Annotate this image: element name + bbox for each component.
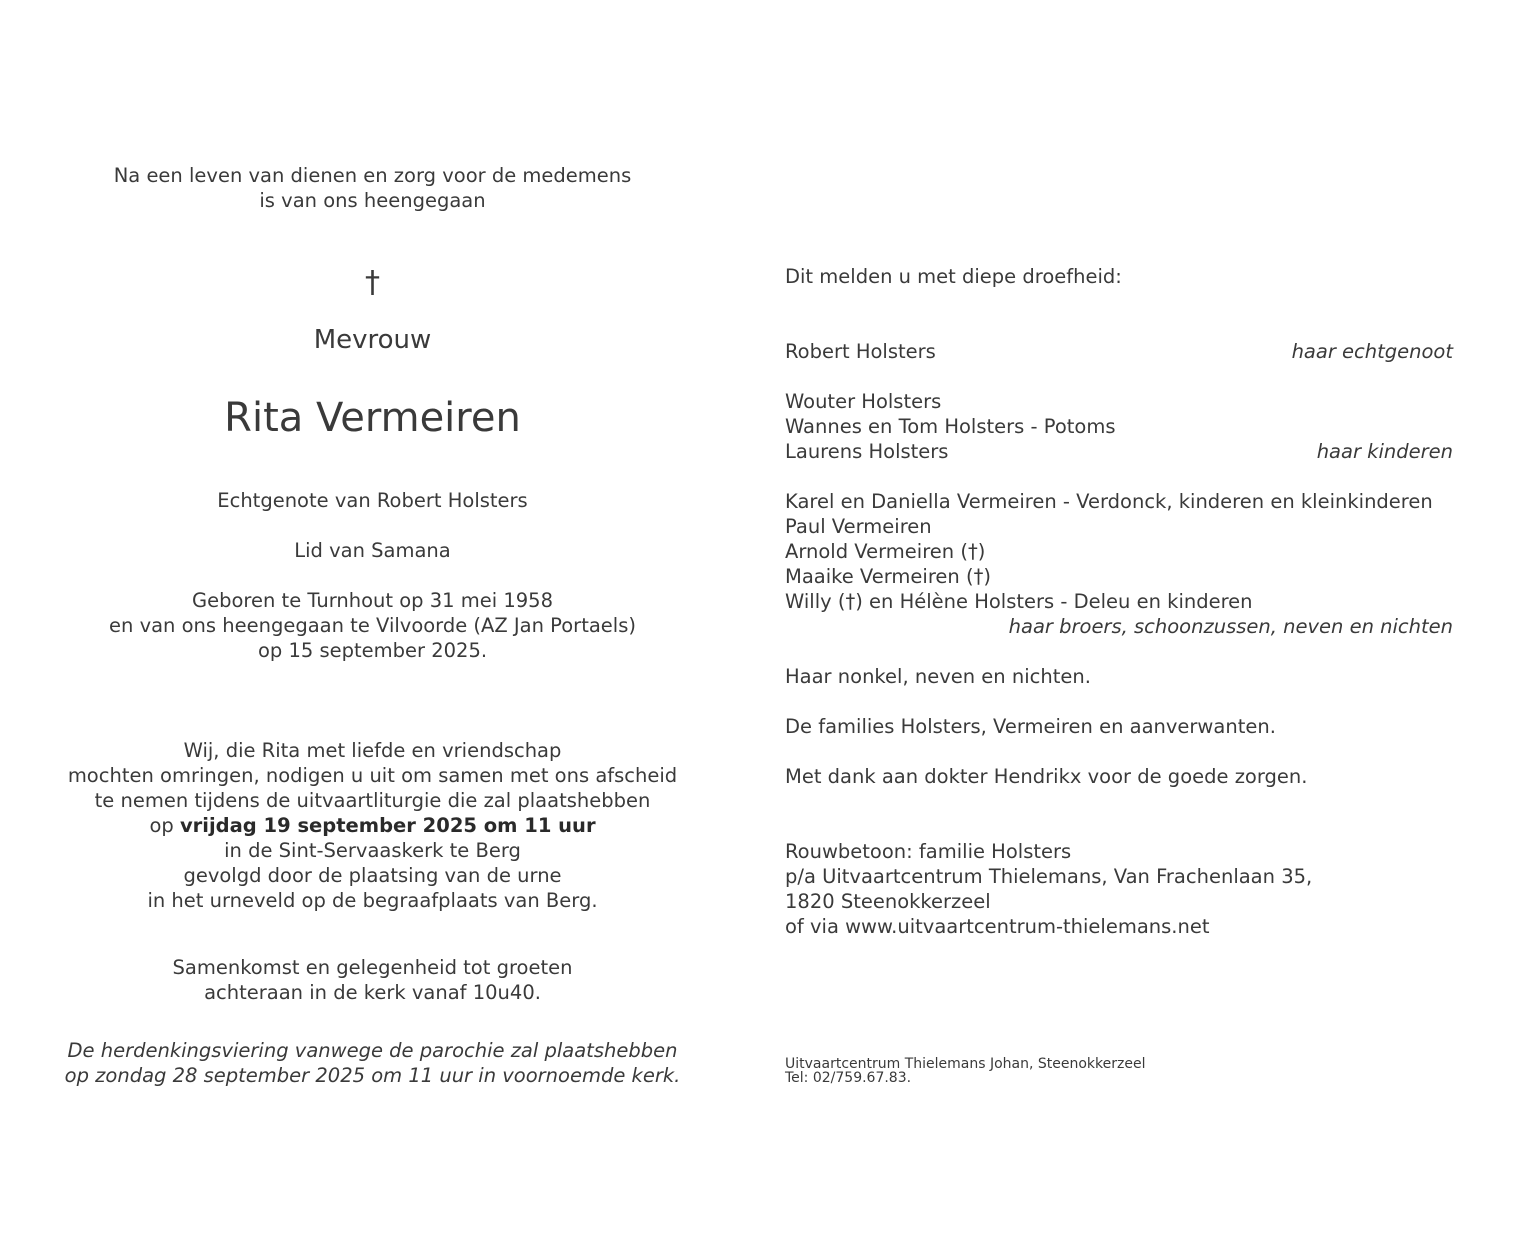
footer-phone: Tel: 02/759.67.83.: [785, 1070, 912, 1086]
invite-line-3: te nemen tijdens de uitvaartliturgie die zal plaatshebben: [94, 789, 651, 812]
child-3: Laurens Holsters: [785, 440, 949, 463]
salutation: Mevrouw: [313, 325, 432, 355]
sibling-4: Maaike Vermeiren (†): [785, 565, 991, 588]
uncle-line: Haar nonkel, neven en nichten.: [785, 665, 1091, 688]
invite-line-4: [30, 813, 715, 838]
funeral-date: vrijdag 19 september 2025 om 11 uur: [179, 814, 596, 837]
husband-name: Robert Holsters: [785, 340, 936, 363]
invite-line-2: mochten omringen, nodigen u uit om samen met ons afscheid: [67, 764, 678, 787]
gathering-line-2: achteraan in de kerk vanaf 10u40.: [204, 981, 541, 1004]
families-line: De families Holsters, Vermeiren en aanverwanten.: [785, 715, 1276, 738]
condolence-line-3: 1820 Steenokkerzeel: [785, 890, 991, 913]
birth-line: Geboren te Turnhout op 31 mei 1958: [192, 589, 553, 612]
invite-line-5: in de Sint-Servaaskerk te Berg: [224, 839, 521, 862]
condolence-website: of via www.uitvaartcentrum-thielemans.net: [785, 915, 1210, 938]
sibling-5: Willy (†) en Hélène Holsters - Deleu en kinderen: [785, 590, 1253, 613]
footer-company: Uitvaartcentrum Thielemans Johan, Steenokkerzeel: [785, 1056, 1146, 1072]
intro-line-1: Na een leven van dienen en zorg voor de medemens: [113, 164, 632, 187]
invite-line-7: in het urneveld op de begraafplaats van Berg.: [147, 889, 598, 912]
membership-line: Lid van Samana: [294, 539, 451, 562]
gathering-line-1: Samenkomst en gelegenheid tot groeten: [172, 956, 573, 979]
child-2: Wannes en Tom Holsters - Potoms: [785, 415, 1116, 438]
husband-relation: haar echtgenoot: [1291, 340, 1453, 363]
invite-date-prefix: op: [149, 814, 180, 837]
siblings-relation: haar broers, schoonzussen, neven en nichten: [1008, 615, 1453, 638]
intro-line-2: is van ons heengegaan: [259, 189, 486, 212]
children-relation: haar kinderen: [1316, 440, 1453, 463]
condolence-line-2: p/a Uitvaartcentrum Thielemans, Van Frachenlaan 35,: [785, 865, 1313, 888]
sibling-1: Karel en Daniella Vermeiren - Verdonck, kinderen en kleinkinderen: [785, 490, 1433, 513]
child-1: Wouter Holsters: [785, 390, 942, 413]
invite-line-6: gevolgd door de plaatsing van de urne: [183, 864, 562, 887]
memorial-line-1: De herdenkingsviering vanwege de parochie zal plaatshebben: [67, 1039, 678, 1062]
memorial-line-2: op zondag 28 september 2025 om 11 uur in voornoemde kerk.: [64, 1064, 681, 1087]
right-panel: [785, 0, 1453, 1253]
cross-icon: †: [365, 265, 380, 300]
thanks-line: Met dank aan dokter Hendrikx voor de goede zorgen.: [785, 765, 1308, 788]
sibling-2: Paul Vermeiren: [785, 515, 932, 538]
child-3-line: [785, 439, 1453, 464]
deceased-name: Rita Vermeiren: [224, 395, 521, 441]
spouse-line: Echtgenote van Robert Holsters: [217, 489, 528, 512]
condolence-line-1: Rouwbetoon: familie Holsters: [785, 840, 1072, 863]
sibling-3: Arnold Vermeiren (†): [785, 540, 986, 563]
death-date-line: op 15 september 2025.: [257, 639, 488, 662]
left-panel: [30, 0, 715, 1253]
invite-line-1: Wij, die Rita met liefde en vriendschap: [183, 739, 562, 762]
announcement-heading: Dit melden u met diepe droefheid:: [785, 265, 1122, 288]
death-line: en van ons heengegaan te Vilvoorde (AZ Jan Portaels): [109, 614, 636, 637]
husband-line: [785, 339, 1453, 364]
